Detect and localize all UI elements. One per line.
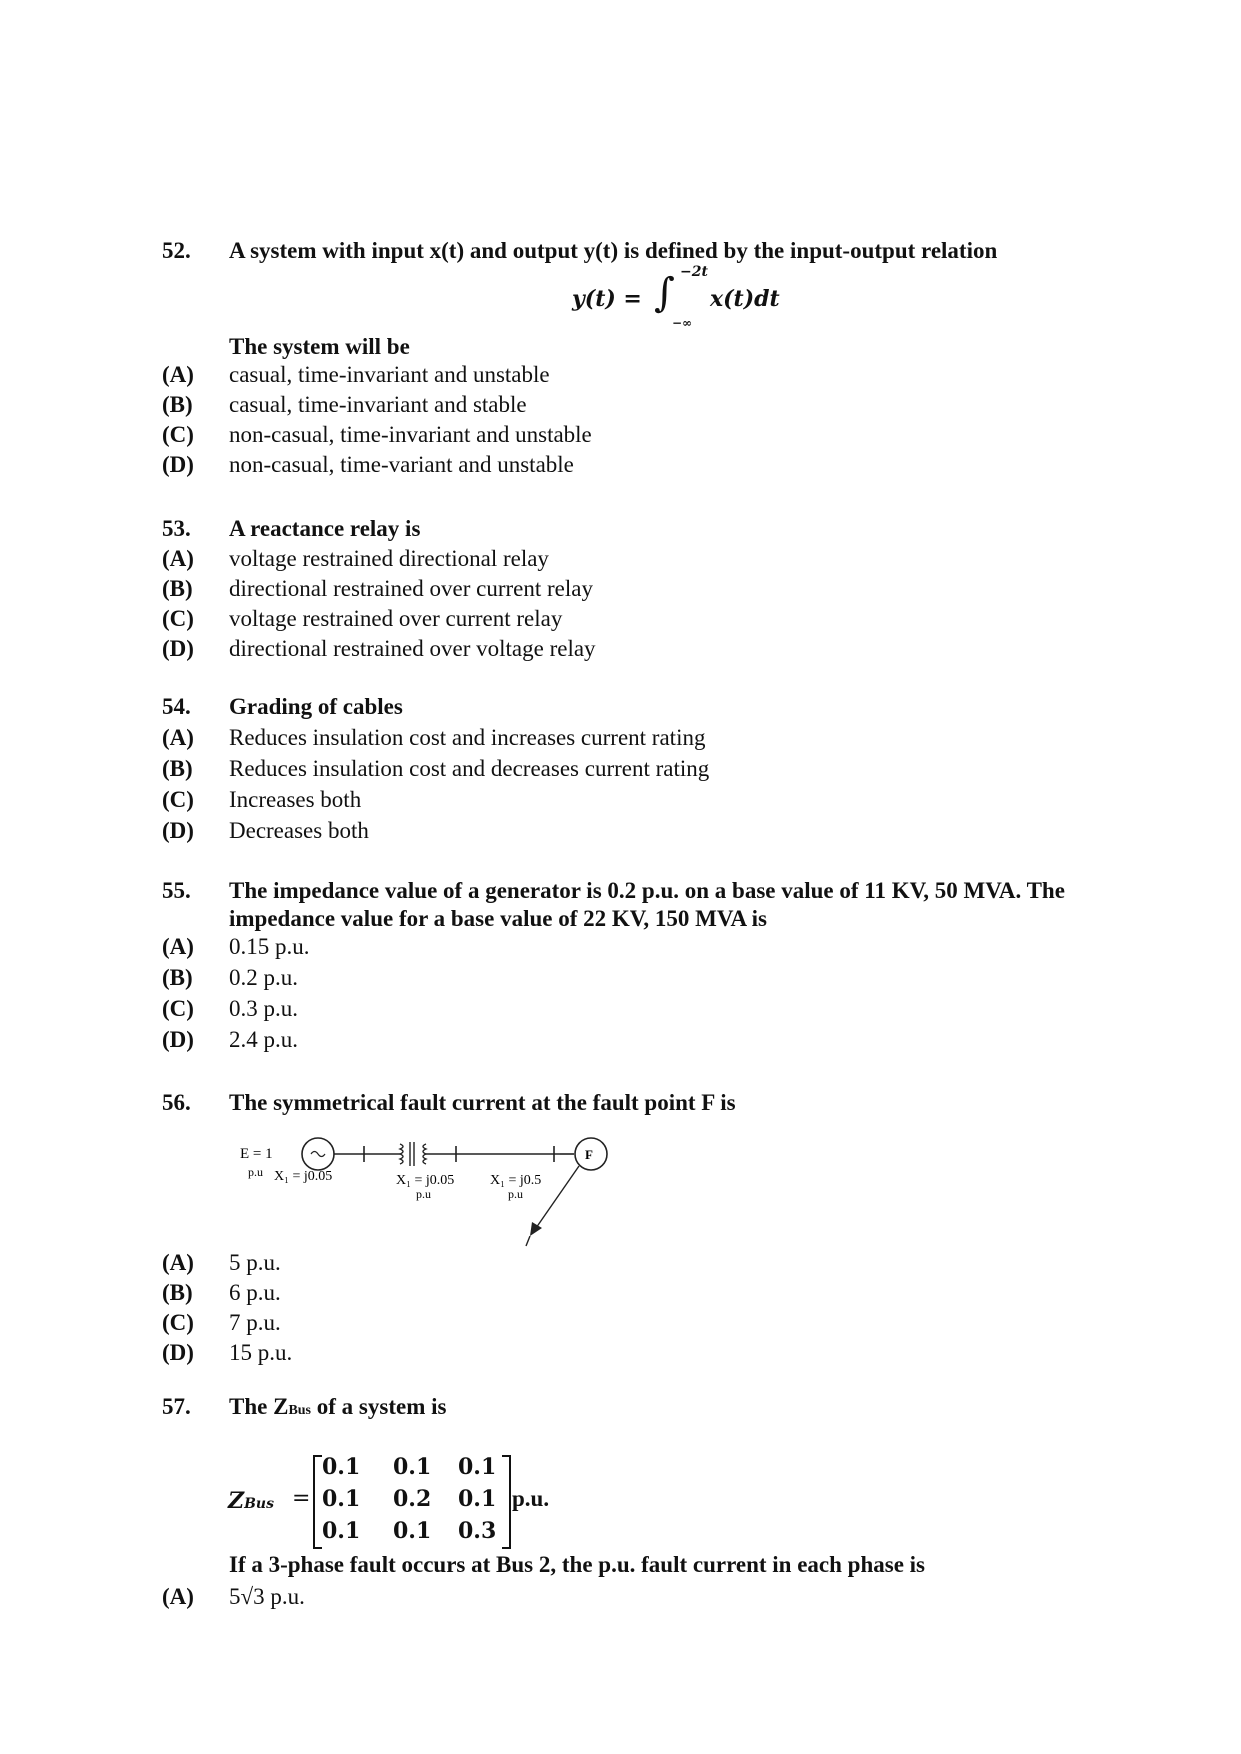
option-text: Reduces insulation cost and increases current rating <box>229 725 706 750</box>
option-label: (B) <box>162 576 193 601</box>
option-text: 2.4 p.u. <box>229 1027 298 1052</box>
transformer-reactance-unit: p.u <box>416 1187 431 1201</box>
transformer-secondary-icon <box>423 1144 426 1164</box>
matrix-cell: 0.1 <box>393 1454 432 1480</box>
matrix-cell: 0.1 <box>458 1486 497 1512</box>
option-label: (B) <box>162 965 193 990</box>
question-number: 52. <box>162 238 191 263</box>
question-stem: Grading of cables <box>229 694 403 719</box>
option-text: non-casual, time-invariant and unstable <box>229 422 592 447</box>
option-text: Decreases both <box>229 818 369 843</box>
option-text: 0.3 p.u. <box>229 996 298 1021</box>
question-53 <box>162 514 1142 664</box>
option-text: non-casual, time-variant and unstable <box>229 452 574 477</box>
integral-sign: ∫ <box>654 270 675 316</box>
integral-lower-limit: −∞ <box>672 316 693 330</box>
option-text: 7 p.u. <box>229 1310 281 1335</box>
question-55 <box>162 876 1142 1056</box>
option-label: (C) <box>162 422 194 447</box>
matrix-cell: 0.1 <box>322 1454 361 1480</box>
option-label: (A) <box>162 1584 194 1609</box>
matrix-right-bracket <box>500 1454 512 1550</box>
question-stem: The symmetrical fault current at the fault point F is <box>229 1090 736 1115</box>
integrand: x(t)dt <box>710 286 780 312</box>
option-label: (A) <box>162 1250 194 1275</box>
question-52 <box>162 236 1142 480</box>
matrix-cell: 0.1 <box>458 1454 497 1480</box>
option-text: voltage restrained directional relay <box>229 546 549 571</box>
question-56-options <box>162 1248 1142 1368</box>
question-number: 55. <box>162 878 191 903</box>
source-label: E = 1 <box>240 1146 273 1162</box>
question-number: 56. <box>162 1090 191 1115</box>
question-stem-line-1: The impedance value of a generator is 0.2 p.u. on a base value of 11 KV, 50 MVA. The <box>229 878 1065 903</box>
option-label: (A) <box>162 546 194 571</box>
question-57-continued <box>162 1550 1142 1612</box>
fault-label: F <box>585 1147 593 1162</box>
option-label: (D) <box>162 1027 194 1052</box>
option-label: (C) <box>162 1310 194 1335</box>
sine-wave-icon <box>311 1152 325 1157</box>
transformer-reactance: X₁ = j0.05 <box>396 1173 455 1188</box>
matrix-cell: 0.1 <box>322 1518 361 1544</box>
option-label: (D) <box>162 818 194 843</box>
matrix-lhs: ZBus <box>228 1488 274 1514</box>
circuit-diagram <box>230 1136 650 1266</box>
option-label: (B) <box>162 392 193 417</box>
option-label: (B) <box>162 756 193 781</box>
equation <box>162 266 1142 332</box>
option-text: 5√3 p.u. <box>229 1584 305 1609</box>
option-text: 6 p.u. <box>229 1280 281 1305</box>
source-unit: p.u <box>248 1165 263 1179</box>
option-label: (C) <box>162 787 194 812</box>
option-text: directional restrained over current relay <box>229 576 593 601</box>
matrix-cell: 0.1 <box>322 1486 361 1512</box>
matrix-cell: 0.2 <box>393 1486 432 1512</box>
option-label: (A) <box>162 725 194 750</box>
question-number: 54. <box>162 694 191 719</box>
option-text: casual, time-invariant and unstable <box>229 362 550 387</box>
matrix-unit: p.u. <box>512 1486 550 1511</box>
generator-reactance: X₁ = j0.05 <box>274 1169 333 1184</box>
option-label: (B) <box>162 1280 193 1305</box>
integral-upper-limit: −2t <box>680 264 708 280</box>
line-reactance: X₁ = j0.5 <box>490 1173 542 1188</box>
question-56 <box>162 1088 1142 1118</box>
option-label: (D) <box>162 452 194 477</box>
option-text: 15 p.u. <box>229 1340 293 1365</box>
option-text: Reduces insulation cost and decreases current rating <box>229 756 710 781</box>
option-label: (D) <box>162 636 194 661</box>
question-57 <box>162 1392 1142 1422</box>
question-number: 53. <box>162 516 191 541</box>
option-label: (A) <box>162 934 194 959</box>
option-text: voltage restrained over current relay <box>229 606 563 631</box>
question-54 <box>162 692 1142 847</box>
matrix-equals: = <box>292 1486 311 1511</box>
line-reactance-unit: p.u <box>508 1187 523 1201</box>
option-text: 0.2 p.u. <box>229 965 298 990</box>
fault-path-line <box>536 1166 579 1228</box>
option-text: directional restrained over voltage relay <box>229 636 596 661</box>
option-text: Increases both <box>229 787 362 812</box>
option-label: (A) <box>162 362 194 387</box>
fault-arrow-icon <box>530 1222 542 1236</box>
question-stem: A reactance relay is <box>229 516 421 541</box>
question-stem: A system with input x(t) and output y(t) is defined by the input-output relation <box>229 238 998 263</box>
zbus-matrix <box>228 1452 568 1552</box>
option-label: (C) <box>162 996 194 1021</box>
transformer-primary-icon <box>400 1144 403 1164</box>
option-text: 5 p.u. <box>229 1250 281 1275</box>
equation-lhs: y(t) = <box>572 286 642 312</box>
option-label: (D) <box>162 1340 194 1365</box>
option-label: (C) <box>162 606 194 631</box>
matrix-cell: 0.1 <box>393 1518 432 1544</box>
question-stem-2: If a 3-phase fault occurs at Bus 2, the p.u. fault current in each phase is <box>229 1552 925 1577</box>
question-stem: The ZBus of a system is <box>229 1394 447 1419</box>
ground-icon <box>526 1236 530 1246</box>
question-number: 57. <box>162 1394 191 1419</box>
matrix-cell: 0.3 <box>458 1518 497 1544</box>
question-stem-line-2: impedance value for a base value of 22 KV, 150 MVA is <box>229 906 767 931</box>
question-stem-2: The system will be <box>229 334 410 359</box>
option-text: 0.15 p.u. <box>229 934 310 959</box>
option-text: casual, time-invariant and stable <box>229 392 527 417</box>
